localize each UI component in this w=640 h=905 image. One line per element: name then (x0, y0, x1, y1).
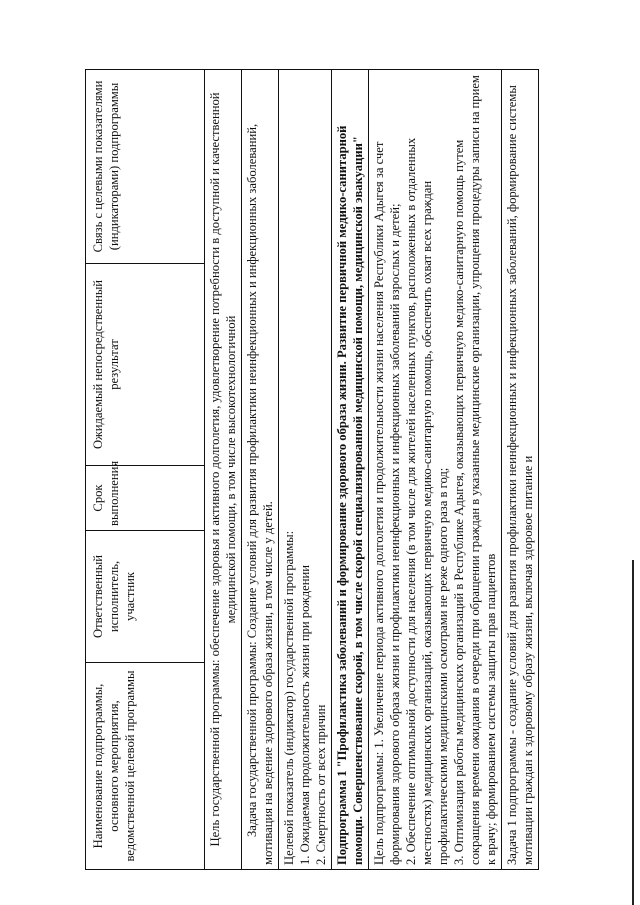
program-table (85, 69, 539, 870)
header-row (86, 70, 205, 870)
subprogram-goal-item: 3. Оптимизация работы медицинских организаций в Республике Адыгея, оказывающих первичную медико-санитарную помощь путем сокращения времени ожидания в очереди при обращении граждан в указанные медицинские организации, упрощения процедуры записи на прием к врачу; формированием системы защиты прав пациентов (452, 75, 498, 865)
subprogram-row (332, 70, 369, 870)
indicators-title: Целевой показатель (индикатор) государственной программы: (282, 530, 296, 865)
subprogram-goals (369, 70, 502, 870)
header-result: Ожидаемый непосредственный результат (86, 264, 205, 466)
program-indicators (279, 70, 332, 870)
indicator-item: 2. Смертность от всех причин (314, 704, 328, 865)
program-task: Задача государственной программы: Создание условий для развития профилактики неинфекционных и инфекционных заболеваний, мотивация на ведение здорового образа жизни, в том числе у детей. (242, 70, 279, 870)
subprogram-task-row (502, 70, 539, 870)
subprogram-task: Задача 1 подпрограммы - создание условий для развития профилактики неинфекционных и инфекционных заболеваний, формирование системы мотивации граждан к здоровому образу жизни, включая здоровое питание и (502, 70, 539, 870)
indicators-row (279, 70, 332, 870)
header-name: Наименование подпрограммы, основного мероприятия, ведомственной целевой программы (86, 663, 205, 870)
subprogram-goals-row (369, 70, 502, 870)
subprogram-title: Подпрограмма 1 "Профилактика заболеваний и формирование здорового образа жизни. Развитие первичной медико-санитарной помощи. Совершенствование скорой, в том числе скорой специализированной медицинской помощи, медицинской эвакуации" (332, 70, 369, 870)
task-row (242, 70, 279, 870)
goal-row (205, 70, 242, 870)
program-goal: Цель государственной программы: обеспечение здоровья и активного долголетия, удовлетворение потребности в доступной и качественной медицинской помощи, в том числе высокотехнологичной (205, 70, 242, 870)
header-executor: Ответственный исполнитель, участник (86, 531, 205, 663)
header-link: Связь с целевыми показателями (индикаторами) подпрограммы (86, 70, 205, 264)
header-deadline: Срок выполнения (86, 466, 205, 531)
indicator-item: 1. Ожидаемая продолжительность жизни при рождении (298, 565, 312, 865)
scan-edge-line (632, 560, 634, 905)
rotated-page (85, 70, 630, 870)
subprogram-goal-item: Цель подпрограммы: 1. Увеличение периода активного долголетия и продолжительности жизни населения Республики Адыгея за счет формирования здорового образа жизни и профилактики неинфекционных и инфекционных заболеваний взрослых и детей; (372, 141, 402, 865)
subprogram-goal-item: 2. Обеспечение оптимальной доступности для населения (в том числе для жителей населенных пунктов, расположенных в отдаленных местностях) медицинских организаций, оказывающих первичную медико-санитарную помощь, обеспечить охват всех граждан профилактическими медицинскими осмотрами не реже одного раза в год; (404, 137, 450, 865)
